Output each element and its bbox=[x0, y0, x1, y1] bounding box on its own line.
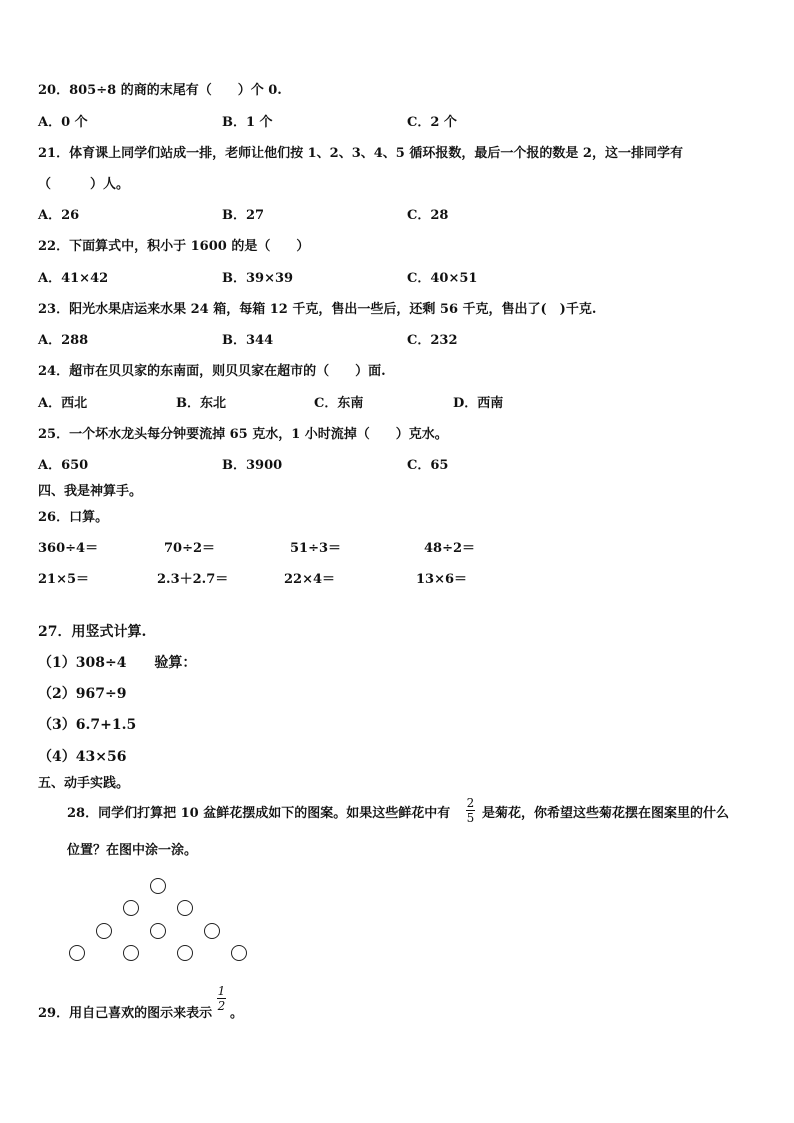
section-5-heading: 五、动手实践。 bbox=[38, 776, 130, 791]
q26-stem: 26．口算。 bbox=[38, 510, 109, 525]
flower-circle[interactable] bbox=[150, 878, 166, 894]
flower-circle[interactable] bbox=[69, 945, 85, 961]
flower-circle[interactable] bbox=[177, 900, 193, 916]
q20-option-a[interactable]: A．0 个 bbox=[38, 115, 88, 130]
q29-fraction-numerator: 1 bbox=[217, 984, 226, 998]
q28-stem-part2: 是菊花，你希望这些菊花摆在图案里的什么 bbox=[482, 806, 730, 821]
q23-option-c[interactable]: C．232 bbox=[407, 333, 458, 348]
q26-row2-item4: 13×6＝ bbox=[416, 572, 468, 587]
flower-circle[interactable] bbox=[177, 945, 193, 961]
q29-fraction-denominator: 2 bbox=[217, 999, 226, 1013]
flower-circle[interactable] bbox=[150, 923, 166, 939]
q26-row1-item2: 70÷2＝ bbox=[164, 541, 216, 556]
q21-option-b[interactable]: B．27 bbox=[222, 208, 265, 223]
q29-tail: 。 bbox=[230, 1006, 244, 1021]
q22-option-c[interactable]: C．40×51 bbox=[407, 271, 478, 286]
flower-circle[interactable] bbox=[204, 923, 220, 939]
q26-row1-item3: 51÷3＝ bbox=[290, 541, 342, 556]
q27-item-4: （4）43×56 bbox=[38, 749, 127, 765]
q28-fraction-denominator: 5 bbox=[466, 811, 475, 825]
q26-row2-item2: 2.3＋2.7＝ bbox=[157, 572, 229, 587]
flower-circle[interactable] bbox=[231, 945, 247, 961]
q28-stem-line2: 位置？在图中涂一涂。 bbox=[67, 843, 198, 858]
q29-stem: 29．用自己喜欢的图示来表示 bbox=[38, 1006, 213, 1021]
q24-option-d[interactable]: D．西南 bbox=[453, 396, 504, 411]
q25-option-a[interactable]: A．650 bbox=[38, 458, 89, 473]
q24-stem: 24．超市在贝贝家的东南面，则贝贝家在超市的（ ）面. bbox=[38, 364, 386, 379]
q27-item-3: （3）6.7+1.5 bbox=[38, 717, 137, 733]
q21-option-c[interactable]: C．28 bbox=[407, 208, 449, 223]
q20-stem: 20．805÷8 的商的末尾有（ ）个 0. bbox=[38, 83, 282, 98]
q22-option-a[interactable]: A．41×42 bbox=[38, 271, 109, 286]
q26-row2-item1: 21×5＝ bbox=[38, 572, 90, 587]
q27-stem: 27．用竖式计算. bbox=[38, 624, 147, 640]
q24-option-c[interactable]: C．东南 bbox=[314, 396, 364, 411]
flower-circle[interactable] bbox=[123, 900, 139, 916]
q28-fraction-numerator: 2 bbox=[466, 796, 475, 810]
flower-circle[interactable] bbox=[123, 945, 139, 961]
q22-option-b[interactable]: B．39×39 bbox=[222, 271, 294, 286]
q23-option-b[interactable]: B．344 bbox=[222, 333, 274, 348]
q20-option-b[interactable]: B．1 个 bbox=[222, 115, 273, 130]
q22-stem: 22．下面算式中，积小于 1600 的是（ ） bbox=[38, 239, 310, 254]
q27-item-2: （2）967÷9 bbox=[38, 686, 127, 702]
q24-option-b[interactable]: B．东北 bbox=[176, 396, 226, 411]
q21-stem: 21．体育课上同学们站成一排，老师让他们按 1、2、3、4、5 循环报数，最后一个报的数是 2，这一排同学有 bbox=[38, 146, 683, 161]
q26-row2-item3: 22×4＝ bbox=[284, 572, 336, 587]
q25-option-b[interactable]: B．3900 bbox=[222, 458, 283, 473]
q24-option-a[interactable]: A．西北 bbox=[38, 396, 88, 411]
q28-fraction bbox=[466, 797, 475, 824]
q27-item-1: （1）308÷4 验算： bbox=[38, 655, 197, 671]
flower-circle[interactable] bbox=[96, 923, 112, 939]
q25-stem: 25．一个坏水龙头每分钟要流掉 65 克水，1 小时流掉（ ）克水。 bbox=[38, 427, 448, 442]
q20-option-c[interactable]: C．2 个 bbox=[407, 115, 457, 130]
q26-row1-item4: 48÷2＝ bbox=[424, 541, 476, 556]
q25-option-c[interactable]: C．65 bbox=[407, 458, 449, 473]
q23-option-a[interactable]: A．288 bbox=[38, 333, 89, 348]
q26-row1-item1: 360÷4＝ bbox=[38, 541, 99, 556]
q21-option-a[interactable]: A．26 bbox=[38, 208, 80, 223]
q21-stem-line2: （ ）人。 bbox=[38, 177, 130, 192]
q29-fraction bbox=[217, 985, 226, 1012]
q28-stem-part1: 28．同学们打算把 10 盆鲜花摆成如下的图案。如果这些鲜花中有 bbox=[67, 806, 451, 821]
q23-stem: 23．阳光水果店运来水果 24 箱，每箱 12 千克，售出一些后，还剩 56 千克，售出了( )千克. bbox=[38, 302, 597, 317]
section-4-heading: 四、我是神算手。 bbox=[38, 484, 143, 499]
